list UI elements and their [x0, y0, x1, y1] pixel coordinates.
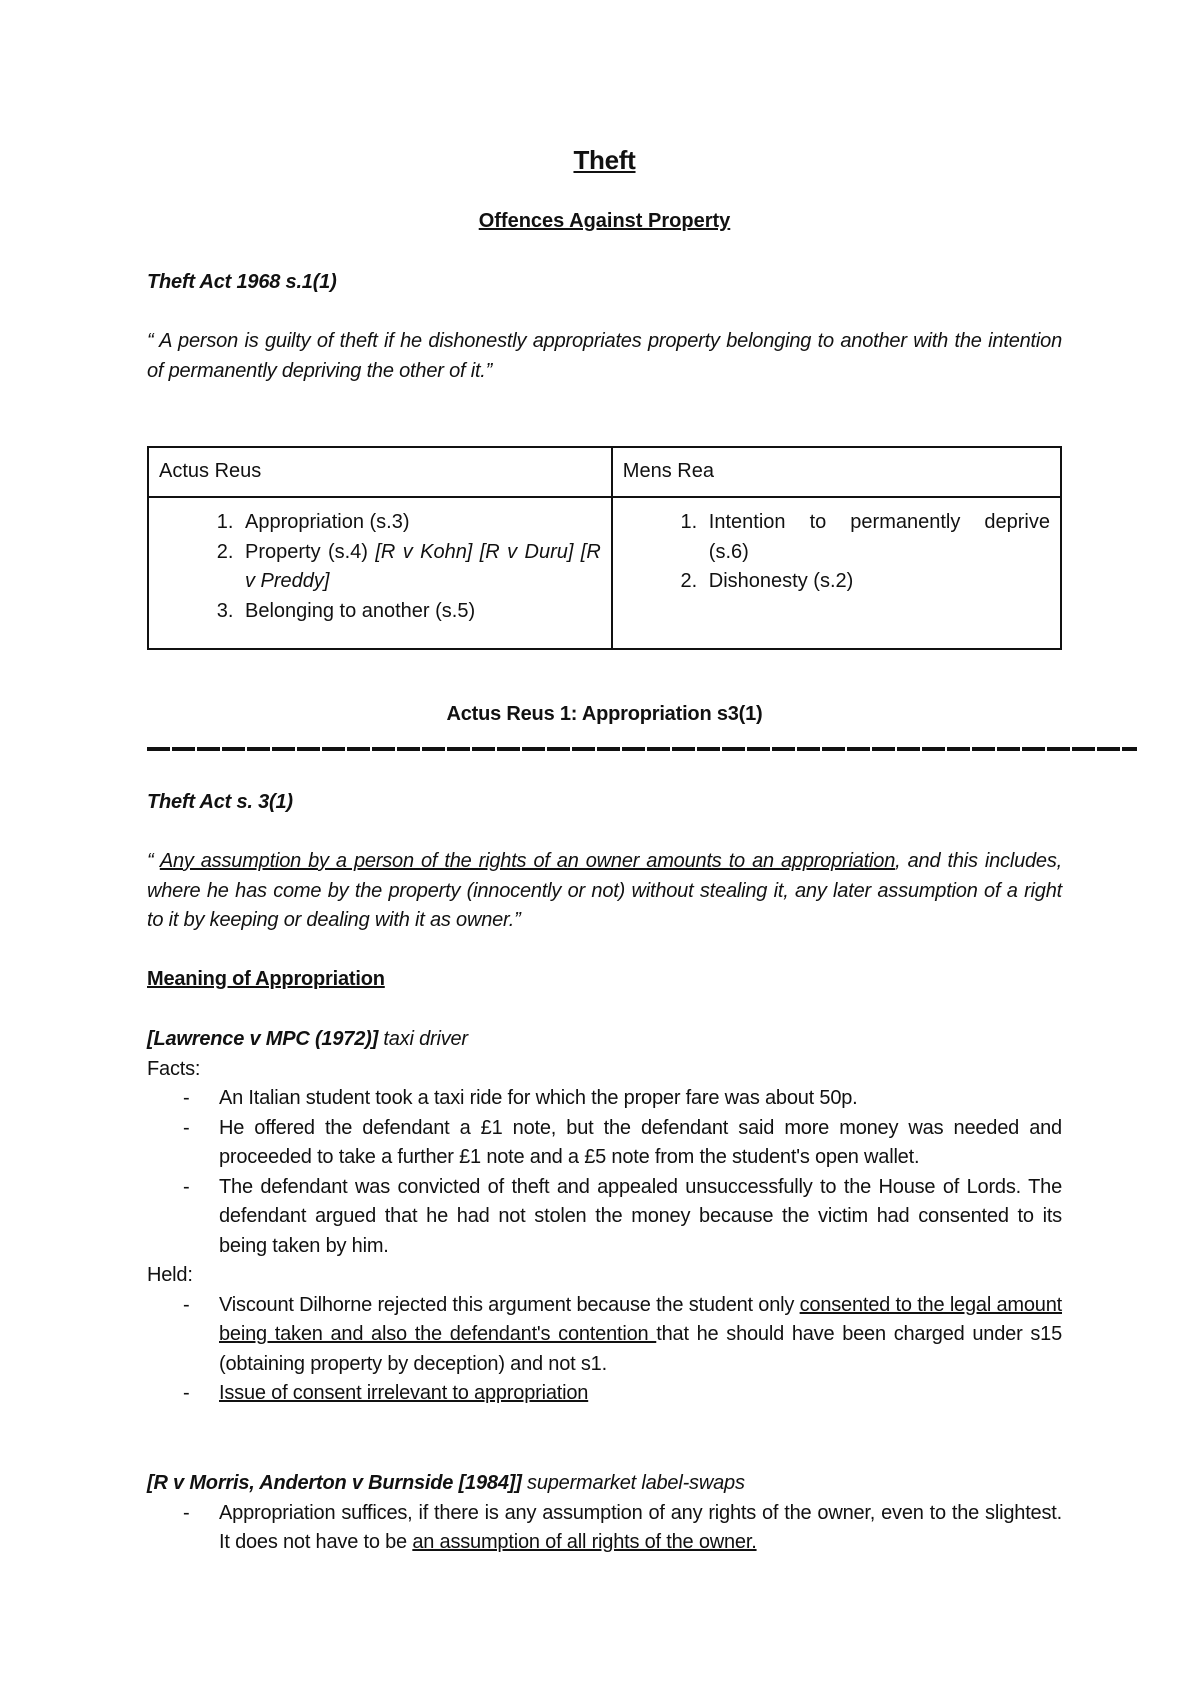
facts-list [147, 1084, 1062, 1261]
underlined-definition: Any assumption by a person of the rights of an owner amounts to an appropriation [159, 850, 896, 872]
document-title: Theft [573, 145, 636, 175]
list-item [703, 508, 1050, 567]
table-header-mens-rea: Mens Rea [612, 447, 1061, 497]
list-item: - Viscount Dilhorne rejected this argument because the student only consented to the legal amount being taken and also the defendant's contention that he should have been charged under s15 (obtaining property by deception) and not s1. [183, 1293, 1062, 1375]
list-item-text: Appropriation (s.3) [245, 511, 410, 533]
points-list [147, 1499, 1062, 1558]
actus-reus-cell [148, 497, 612, 649]
section-heading: Actus Reus 1: Appropriation s3(1) [446, 703, 763, 725]
elements-table [147, 446, 1062, 650]
list-item-text: Dishonesty (s.2) [708, 570, 854, 592]
mens-rea-cell [612, 497, 1061, 649]
case-lawrence [147, 1025, 1062, 1409]
table-header-row [148, 447, 1061, 497]
s3-heading: Theft Act s. 3(1) [147, 791, 293, 813]
table-header-actus-reus: Actus Reus [148, 447, 612, 497]
table-row [148, 497, 1061, 649]
facts-label: Facts: [147, 1057, 201, 1080]
list-item: - An Italian student took a taxi ride for which the proper fare was about 50p. [183, 1087, 858, 1109]
list-item-text: Property (s.4) [245, 540, 376, 563]
list-item: - Issue of consent irrelevant to appropriation [183, 1382, 589, 1404]
case-tag: taxi driver [378, 1028, 468, 1050]
statute-quote: “ A person is guilty of theft if he dishonestly appropriates property belonging to another with the intention of permanently depriving the other of it.” [147, 330, 1062, 382]
case-tag: supermarket label-swaps [521, 1472, 745, 1494]
held-label: Held: [147, 1264, 193, 1286]
dashed-divider [147, 747, 1137, 751]
case-name: [Lawrence v MPC (1972)] [147, 1028, 379, 1050]
list-item-text: Intention to permanently deprive (s.6) [708, 511, 1050, 563]
statute-heading: Theft Act 1968 s.1(1) [147, 271, 337, 293]
case-citations: [R v Kohn] [R v Duru] [R v Preddy] [245, 540, 601, 592]
mens-rea-list [623, 508, 1050, 597]
list-item [239, 508, 601, 538]
meaning-heading: Meaning of Appropriation [147, 968, 385, 990]
case-title [147, 1469, 1062, 1499]
list-item [239, 597, 601, 627]
case-morris [147, 1469, 1062, 1558]
case-name: [R v Morris, Anderton v Burnside [1984]] [147, 1472, 522, 1494]
list-item [703, 567, 1050, 597]
actus-reus-list [159, 508, 601, 626]
list-item: - He offered the defendant a £1 note, but the defendant said more money was needed and proceeded to take a further £1 note and a £5 note from the student's open wallet. [183, 1116, 1062, 1168]
list-item-text: Belonging to another (s.5) [245, 599, 476, 622]
list-item: - The defendant was convicted of theft and appealed unsuccessfully to the House of Lords. The defendant argued that he had not stolen the money because the victim had consented to its being taken by him. [183, 1175, 1062, 1257]
case-title [147, 1025, 1062, 1055]
s3-quote: “ Any assumption by a person of the rights of an owner amounts to an appropriation, and this includes, where he has come by the property (innocently or not) without stealing it, any later assumption of a right to it by keeping or dealing with it as owner.” [147, 850, 1063, 931]
document-subtitle: Offences Against Property [478, 210, 731, 232]
list-item [239, 538, 601, 597]
held-list [147, 1291, 1062, 1409]
list-item: - Appropriation suffices, if there is any assumption of any rights of the owner, even to the slightest. It does not have to be an assumption of all rights of the owner. [183, 1501, 1062, 1553]
